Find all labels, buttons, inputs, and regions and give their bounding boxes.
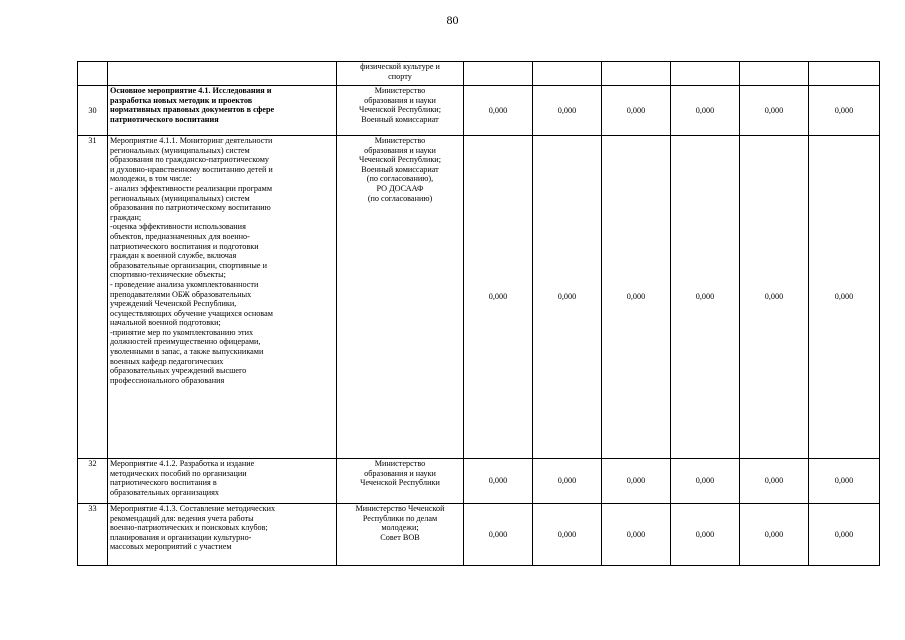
executor-cell bbox=[337, 504, 464, 566]
page-number: 80 bbox=[446, 13, 459, 27]
description-line: профессионального образования bbox=[110, 375, 225, 385]
description-line: нормативных правовых документов в сфере bbox=[110, 105, 275, 115]
executor-line: Министерство bbox=[374, 459, 426, 468]
table-row bbox=[78, 136, 880, 459]
executor-line: (по согласованию) bbox=[367, 193, 433, 203]
description-line: должностей преимущественно офицерами, bbox=[110, 337, 261, 347]
description-line: разработка новых методик и проектов bbox=[110, 95, 253, 105]
executor-line: образования и науки bbox=[364, 145, 436, 155]
description-line: патриотического воспитания bbox=[110, 114, 219, 124]
executor-line: Республики по делам bbox=[362, 513, 438, 523]
description-line: преподавателями ОБЖ образовательных bbox=[110, 289, 252, 299]
description-line: патриотического воспитания в bbox=[110, 478, 217, 488]
table-row bbox=[78, 86, 880, 136]
description-line: Основное мероприятие 4.1. Исследования и bbox=[110, 86, 272, 95]
row-number-cell: 30 bbox=[78, 86, 108, 136]
executor-line: Чеченской Республики; bbox=[359, 155, 441, 165]
funding-value-cell bbox=[464, 62, 533, 86]
funding-value-cell: 0,000 bbox=[602, 504, 671, 566]
description-line: Мероприятие 4.1.1. Мониторинг деятельности bbox=[110, 136, 273, 145]
description-line: образования по патриотическому воспитанию bbox=[110, 203, 271, 213]
description-line: образовательных организациях bbox=[110, 487, 219, 497]
description-line: - анализ эффективности реализации программ bbox=[110, 183, 272, 193]
funding-value-cell: 0,000 bbox=[602, 136, 671, 459]
description-line: граждан к военной службе, включая bbox=[110, 251, 237, 261]
executor-line: спорту bbox=[388, 71, 412, 81]
funding-value-cell: 0,000 bbox=[671, 136, 740, 459]
executor-line: Военный комиссариат bbox=[361, 164, 439, 174]
funding-value-cell: 0,000 bbox=[464, 504, 533, 566]
funding-value-cell bbox=[740, 62, 809, 86]
executor-cell bbox=[337, 86, 464, 136]
executor-line: Совет ВОВ bbox=[380, 532, 420, 542]
executor-line: Министерство bbox=[374, 86, 426, 95]
executor-line: образования и науки bbox=[364, 468, 436, 478]
funding-value-cell: 0,000 bbox=[809, 459, 880, 504]
funding-value-cell bbox=[809, 62, 880, 86]
funding-value-cell: 0,000 bbox=[809, 504, 880, 566]
activity-description-cell bbox=[108, 86, 337, 136]
funding-value-cell: 0,000 bbox=[464, 86, 533, 136]
funding-value-cell bbox=[671, 62, 740, 86]
row-number-cell: 31 bbox=[78, 136, 108, 459]
funding-value-cell: 0,000 bbox=[533, 86, 602, 136]
description-line: Мероприятие 4.1.2. Разработка и издание bbox=[110, 459, 255, 468]
activity-description-cell bbox=[108, 504, 337, 566]
description-line: рекомендаций для: ведения учета работы bbox=[110, 513, 254, 523]
executor-cell bbox=[337, 136, 464, 459]
table-row bbox=[78, 62, 880, 86]
description-line: методических пособий по организации bbox=[110, 468, 247, 478]
description-line: образовательных учреждений высшего bbox=[110, 366, 247, 376]
funding-value-cell: 0,000 bbox=[464, 136, 533, 459]
funding-value-cell: 0,000 bbox=[533, 459, 602, 504]
description-line: планирования и организации культурно- bbox=[110, 532, 252, 542]
executor-line: Министерство Чеченской bbox=[355, 504, 445, 513]
description-line: уволенными в запас, а также выпускниками bbox=[110, 347, 264, 357]
description-line: массовых мероприятий с участием bbox=[110, 542, 232, 552]
description-line: молодежи, в том числе: bbox=[110, 174, 192, 184]
description-line: военно-патриотических и поисковых клубов; bbox=[110, 523, 268, 533]
activity-description-cell bbox=[108, 62, 337, 86]
executor-line: физической культуре и bbox=[360, 62, 440, 71]
activity-description-cell bbox=[108, 136, 337, 459]
funding-value-cell: 0,000 bbox=[533, 136, 602, 459]
funding-value-cell: 0,000 bbox=[464, 459, 533, 504]
funding-value-cell: 0,000 bbox=[602, 459, 671, 504]
program-table bbox=[77, 61, 880, 566]
funding-value-cell: 0,000 bbox=[533, 504, 602, 566]
description-line: - проведение анализа укомплектованности bbox=[110, 279, 259, 289]
activity-description-cell bbox=[108, 459, 337, 504]
description-line: региональных (муниципальных) систем bbox=[110, 193, 250, 203]
description-line: патриотического воспитания и подготовки bbox=[110, 241, 259, 251]
description-line: -оценка эффективности использования bbox=[110, 222, 246, 232]
funding-value-cell: 0,000 bbox=[740, 459, 809, 504]
executor-line: молодежи; bbox=[381, 523, 419, 533]
table-row bbox=[78, 459, 880, 504]
row-number-cell: 32 bbox=[78, 459, 108, 504]
description-line: военных кафедр педагогических bbox=[110, 356, 224, 366]
row-number-cell: 33 bbox=[78, 504, 108, 566]
description-line: спортивно-технические объекты; bbox=[110, 270, 226, 280]
executor-cell bbox=[337, 62, 464, 86]
description-line: осуществляющих обучение учащихся основам bbox=[110, 308, 273, 318]
executor-line: РО ДОСААФ bbox=[376, 183, 424, 193]
funding-value-cell: 0,000 bbox=[740, 136, 809, 459]
description-line: учреждений Чеченской Республики, bbox=[110, 299, 237, 309]
description-line: -принятие мер по укомплектованию этих bbox=[110, 327, 254, 337]
funding-value-cell: 0,000 bbox=[671, 459, 740, 504]
description-line: объектов, предназначенных для военно- bbox=[110, 231, 250, 241]
funding-value-cell bbox=[533, 62, 602, 86]
funding-value-cell: 0,000 bbox=[809, 136, 880, 459]
description-line: образования по гражданско-патриотическому bbox=[110, 155, 269, 165]
description-line: начальной военной подготовки; bbox=[110, 318, 221, 328]
funding-value-cell: 0,000 bbox=[671, 504, 740, 566]
executor-line: (по согласованию), bbox=[366, 174, 434, 184]
executor-line: образования и науки bbox=[364, 95, 436, 105]
description-line: региональных (муниципальных) систем bbox=[110, 145, 250, 155]
funding-value-cell: 0,000 bbox=[740, 86, 809, 136]
funding-value-cell: 0,000 bbox=[740, 504, 809, 566]
row-number-cell bbox=[78, 62, 108, 86]
funding-value-cell: 0,000 bbox=[671, 86, 740, 136]
executor-line: Военный комиссариат bbox=[361, 114, 439, 124]
description-line: и духовно-нравственному воспитанию детей и bbox=[110, 164, 273, 174]
funding-value-cell bbox=[602, 62, 671, 86]
table-row bbox=[78, 504, 880, 566]
executor-line: Чеченской Республики bbox=[360, 478, 440, 488]
description-line: граждан; bbox=[110, 212, 142, 222]
funding-value-cell: 0,000 bbox=[809, 86, 880, 136]
executor-line: Министерство bbox=[374, 136, 426, 145]
funding-value-cell: 0,000 bbox=[602, 86, 671, 136]
description-line: Мероприятие 4.1.3. Составление методических bbox=[110, 504, 276, 513]
executor-cell bbox=[337, 459, 464, 504]
executor-line: Чеченской Республики; bbox=[359, 105, 441, 115]
description-line: образовательные организации, спортивные и bbox=[110, 260, 267, 270]
